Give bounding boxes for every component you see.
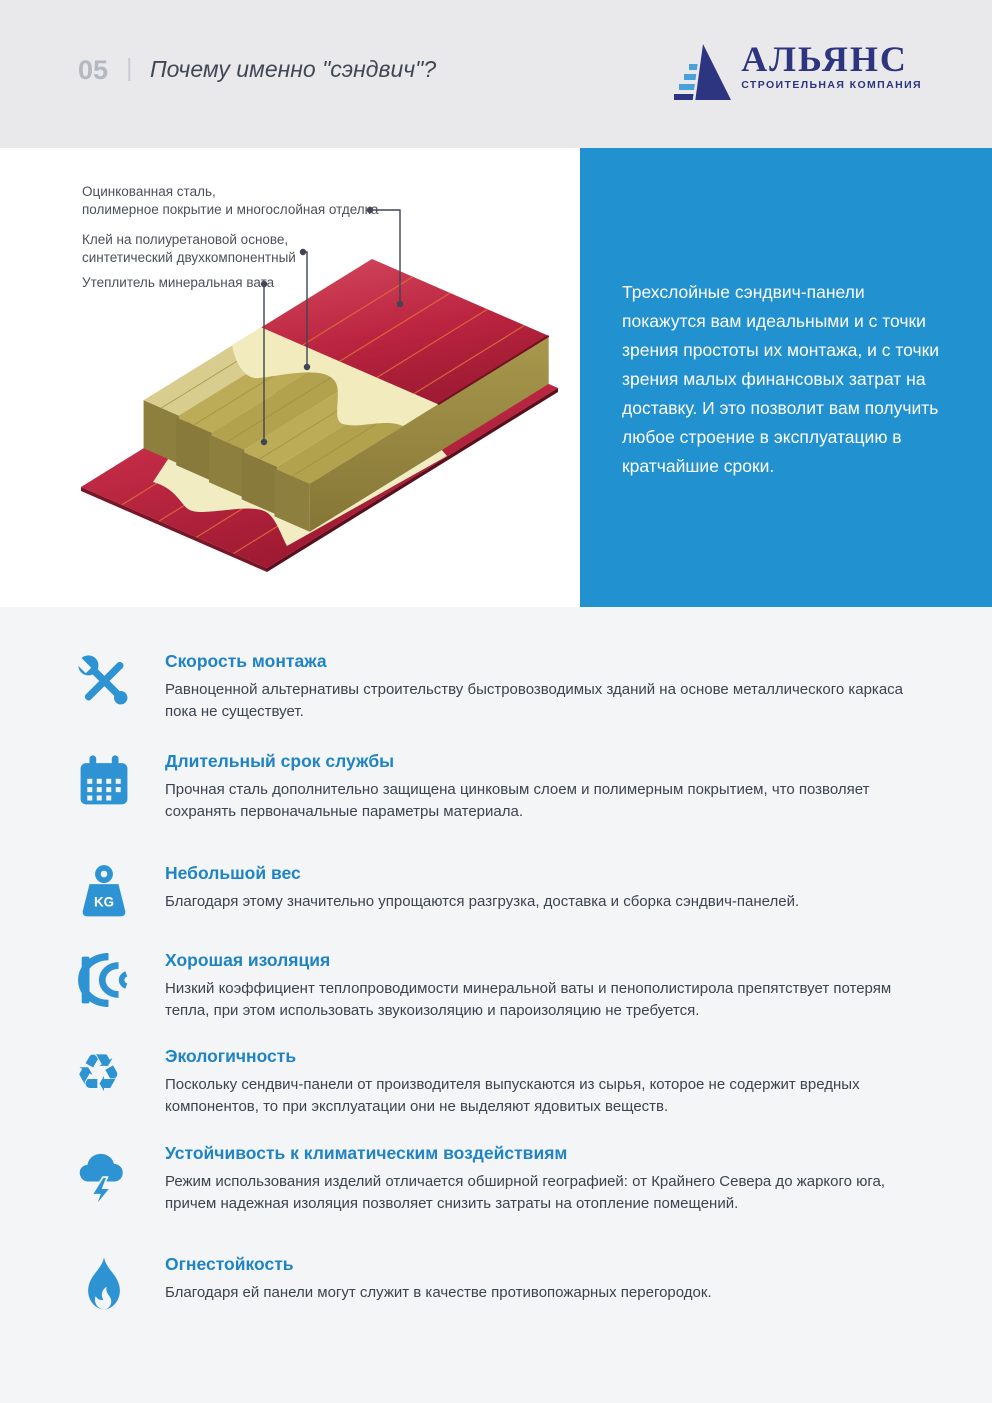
tools-icon [75,652,133,710]
logo-tagline: СТРОИТЕЛЬНАЯ КОМПАНИЯ [741,79,922,91]
feature-text: Режим использования изделий отличается обширной географией: от Крайнего Севера до жаркого юга, причем надежная изоляция позволяет снизить затраты на отопление помещений. [165,1173,886,1212]
storm-cloud-icon [75,1144,133,1202]
feature-speed [75,651,917,723]
feature-title: Устойчивость к климатическим воздействиям [165,1143,568,1163]
feature-text: Прочная сталь дополнительно защищена цинковым слоем и полимерным покрытием, что позволяет сохранять первоначальные параметры материала. [165,781,870,820]
feature-title: Небольшой вес [165,863,301,883]
feature-weight [75,863,917,913]
weight-icon [75,864,133,922]
header-separator: | [126,54,133,82]
feature-title: Хорошая изоляция [165,950,331,970]
page-number: 05 [78,55,109,85]
page-header [0,0,992,148]
recycle-icon: ♻ [75,1044,122,1104]
feature-title: Экологичность [165,1046,297,1066]
panel-diagram-section [0,148,992,607]
feature-fire [75,1254,917,1304]
feature-text: Низкий коэффициент теплопроводимости минеральной ваты и пенополистирола препятствует потерям тепла, при этом использовать звукоизоляцию и пароизоляцию не требуется. [165,980,892,1019]
feature-title: Длительный срок службы [165,751,395,771]
diagram-label-glue: Клей на полиуретановой основе, синтетический двухкомпонентный [82,232,296,265]
feature-text: Поскольку сендвич-панели от производителя выпускаются из сырья, которое не содержит вредных компонентов, то при эксплуатации они не выделяют ядовитых веществ. [165,1076,860,1115]
diagram-label-wool: Утеплитель минеральная вата [82,275,275,290]
feature-durability [75,751,917,823]
feature-text: Благодаря этому значительно упрощаются разгрузка, доставка и сборка сэндвич-панелей. [165,893,800,910]
feature-text: Равноценной альтернативы строительству быстровозводимых зданий на основе металлического каркаса пока не существует. [165,681,904,720]
insulation-icon [75,951,133,1009]
feature-title: Скорость монтажа [165,651,327,671]
diagram-label-steel: Оцинкованная сталь, полимерное покрытие и многослойная отделка [82,184,379,217]
company-logo [669,40,922,104]
features-section [0,607,992,1403]
intro-text: Трехслойные сэндвич-панели покажутся вам идеальными и с точки зрения простоты их монтажа, и с точки зрения малых финансовых затрат на доставку. И это позволит вам получить любое строение в эксплуатацию в кратчайшие сроки. [622,282,940,476]
pyramid-logo-icon [669,40,731,104]
calendar-icon [75,752,133,810]
logo-text [741,40,922,91]
feature-text: Благодаря ей панели могут служит в качестве противопожарных перегородок. [165,1284,712,1301]
page-title: Почему именно "сэндвич"? [150,56,437,82]
feature-ecology [75,1046,917,1118]
intro-panel [580,148,992,607]
feature-insulation [75,950,917,1022]
feature-climate [75,1143,917,1215]
weight-kg-label: KG [93,894,115,910]
flame-icon [75,1255,133,1313]
logo-name: АЛЬЯНС [741,39,908,79]
feature-title: Огнестойкость [165,1254,294,1274]
